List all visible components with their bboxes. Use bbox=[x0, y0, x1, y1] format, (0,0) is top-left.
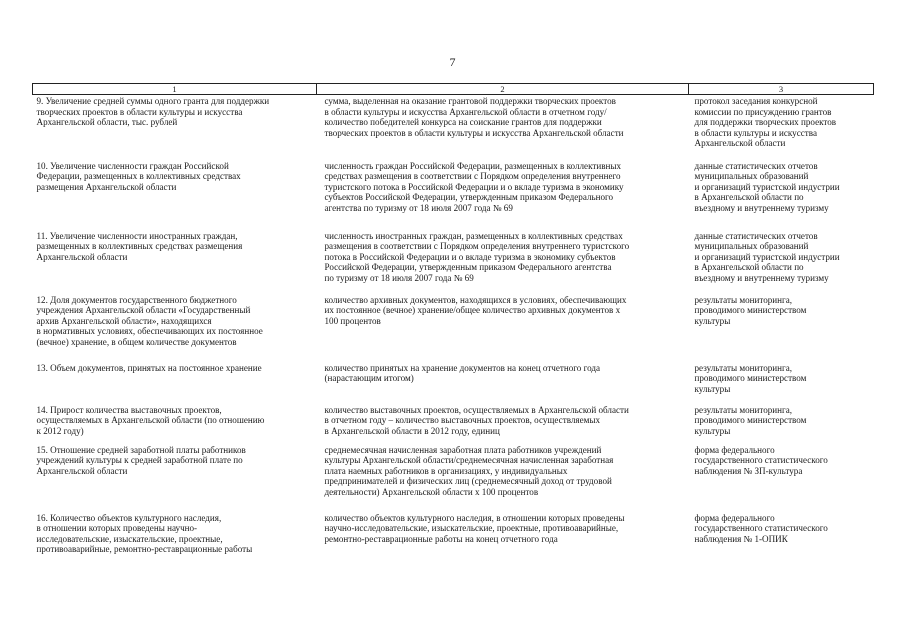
source-cell: форма федерального государственного статистического наблюдения № ЗП-культура bbox=[694, 444, 828, 476]
indicator-cell: 9. Увеличение средней суммы одного гранта для поддержки творческих проектов в области культуры и искусства Архангельской области, тыс. рублей bbox=[36, 96, 270, 128]
table-row bbox=[33, 404, 874, 444]
source-cell: результаты мониторинга, проводимого министерством культуры bbox=[694, 362, 807, 394]
indicator-cell: 15. Отношение средней заработной платы работников учреждений культуры к средней заработной плате по Архангельской области bbox=[36, 444, 246, 476]
indicator-cell: 10. Увеличение численности граждан Российской Федерации, размещенных в коллективных средствах размещения Архангельской области bbox=[36, 160, 241, 192]
source-cell: форма федерального государственного статистического наблюдения № 1-ОПИК bbox=[694, 512, 828, 544]
source-cell: данные статистических отчетов муниципальных образований и организаций туристской индустрии в Архангельской области по въездному и внутреннему туризму bbox=[694, 160, 840, 213]
source-cell: результаты мониторинга, проводимого министерством культуры bbox=[694, 404, 807, 436]
method-cell: количество принятых на хранение документов на конец отчетного года (нарастающим итогом) bbox=[324, 362, 601, 384]
table-row bbox=[33, 362, 874, 404]
source-cell: протокол заседания конкурсной комиссии по присуждению грантов для поддержки творческих проектов в области культуры и искусства Архангельской области bbox=[694, 96, 837, 149]
method-cell: сумма, выделенная на оказание грантовой поддержки творческих проектов в области культуры и искусства Архангельской области в отчетном году/ количество победителей конкурса на соискание грантов для поддержки творческих проектов в области культуры и искусства Архангельской области bbox=[324, 96, 624, 138]
indicator-cell: 11. Увеличение численности иностранных граждан, размещенных в коллективных средствах размещения Архангельской области bbox=[36, 230, 243, 262]
method-cell: количество объектов культурного наследия, в отношении которых проведены научно-исследовательские, изыскательские, проектные, противоаварийные, ремонтно-реставрационные работы на конец отчетного года bbox=[324, 512, 625, 544]
table-row bbox=[33, 512, 874, 562]
table-row bbox=[33, 294, 874, 362]
table-header bbox=[33, 84, 874, 95]
method-cell: среднемесячная начисленная заработная плата работников учреждений культуры Архангельской области/среднемесячная начисленная заработная плата наемных работников в организациях, у индивидуальных предпринимателей и физических лиц (среднемесячный доход от трудовой деятельности) Архангельской области х 100 процентов bbox=[324, 444, 614, 497]
method-cell: численность граждан Российской Федерации, размещенных в коллективных средствах размещения в соответствии с Порядком определения внутреннего туристского потока в Российской Федерации и о вкладе туризма в экономику субъектов Российской Федерации, утвержденным приказом Федерального агентства по туризму от 18 июля 2007 года № 69 bbox=[324, 160, 624, 213]
column-header-2: 2 bbox=[317, 84, 689, 95]
table-row bbox=[33, 230, 874, 294]
indicator-cell: 12. Доля документов государственного бюджетного учреждения Архангельской области «Государственный архив Архангельской области», находящихся в нормативных условиях, обеспечивающих их постоянное (вечное) хранение, в общем количестве документов bbox=[36, 294, 263, 347]
table-row bbox=[33, 444, 874, 512]
table-row bbox=[33, 160, 874, 230]
source-cell: результаты мониторинга, проводимого министерством культуры bbox=[694, 294, 807, 326]
header-row bbox=[33, 84, 874, 95]
indicator-cell: 16. Количество объектов культурного наследия, в отношении которых проведены научно- исследовательские, изыскательские, проектные, противоаварийные, ремонтно-реставрационные работы bbox=[36, 512, 253, 555]
table-row bbox=[33, 95, 874, 160]
column-header-3: 3 bbox=[689, 84, 874, 95]
page-number: 7 bbox=[449, 55, 456, 69]
indicators-table bbox=[32, 83, 874, 562]
column-header-1: 1 bbox=[33, 84, 317, 95]
indicator-cell: 13. Объем документов, принятых на постоянное хранение bbox=[36, 362, 262, 373]
indicator-cell: 14. Прирост количества выставочных проектов, осуществляемых в Архангельской области (по отношению к 2012 году) bbox=[36, 404, 265, 436]
method-cell: количество выставочных проектов, осуществляемых в Архангельской области в отчетном году – количество выставочных проектов, осуществляемых в Архангельской области в 2012 году, единиц bbox=[324, 404, 629, 436]
method-cell: численность иностранных граждан, размещенных в коллективных средствах размещения в соответствии с Порядком определения внутреннего туристского потока в Российской Федерации и о вкладе туризма в экономику субъектов Российской Федерации, утвержденным приказом Федерального агентства по туризму от 18 июля 2007 года № 69 bbox=[324, 230, 630, 283]
method-cell: количество архивных документов, находящихся в условиях, обеспечивающих их постоянное (вечное) хранение/общее количество архивных документов х 100 процентов bbox=[324, 294, 627, 326]
source-cell: данные статистических отчетов муниципальных образований и организаций туристской индустрии в Архангельской области по въездному и внутреннему туризму bbox=[694, 230, 840, 283]
table-body bbox=[33, 95, 874, 562]
